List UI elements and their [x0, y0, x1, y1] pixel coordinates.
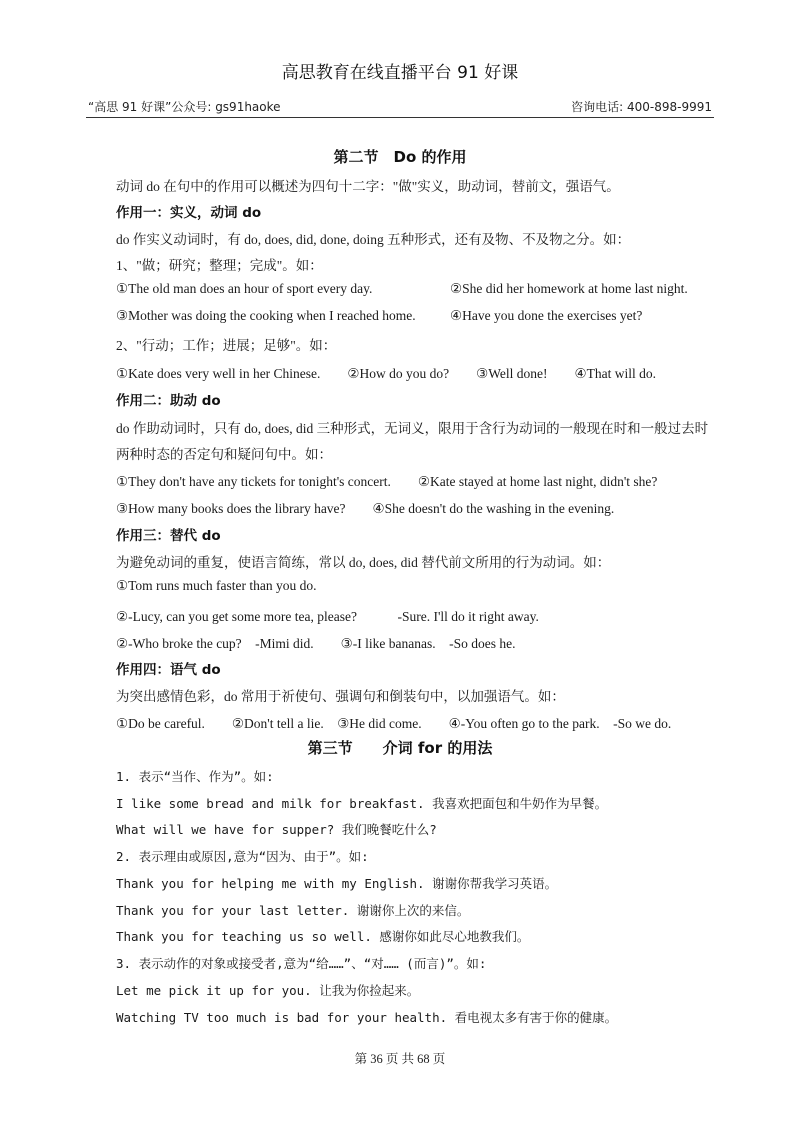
- use3-ex2: ②-Lucy, can you get some more tea, please? -Sure. I'll do it right away.: [116, 609, 539, 624]
- section2-title: 第二节 Do 的作用: [333, 148, 467, 166]
- use2-ex2: ③How many books does the library have? ④She doesn't do the washing in the evening.: [116, 501, 615, 516]
- use2-ex1: ①They don't have any tickets for tonight's concert. ②Kate stayed at home last night, didn't she?: [116, 474, 658, 489]
- use4-ex1: ①Do be careful. ②Don't tell a lie. ③He did come. ④-You often go to the park. -So we do.: [116, 716, 672, 731]
- section3-p2b: Thank you for your last letter. 谢谢你上次的来信。: [116, 903, 470, 918]
- use4-desc: 为突出感情色彩，do 常用于祈使句、强调句和倒装句中，以加强语气。如：: [116, 689, 565, 704]
- page-number: 第 36 页 共 68 页: [354, 1052, 446, 1066]
- section3-p2a: Thank you for helping me with my English. 谢谢你帮我学习英语。: [116, 876, 558, 891]
- use1-sub1: 1、"做；研究；整理；完成"。如：: [116, 258, 323, 273]
- header-divider: [86, 117, 714, 118]
- use1-desc: do 作实义动词时，有 do, does, did, done, doing 五种形式，还有及物、不及物之分。如：: [116, 232, 631, 247]
- use1-ex1a: ①The old man does an hour of sport every day.: [116, 281, 373, 296]
- use1-ex1b: ②She did her homework at home last night.: [450, 281, 688, 296]
- section3-p2: 2. 表示理由或原因,意为“因为、由于”。如:: [116, 849, 369, 864]
- use1-ex2: ①Kate does very well in her Chinese. ②How do you do? ③Well done! ④That will do.: [116, 366, 656, 381]
- section3-p1: 1. 表示“当作、作为”。如:: [116, 769, 274, 784]
- use3-desc: 为避免动词的重复，使语言简练，常以 do, does, did 替代前文所用的行为动词。如：: [116, 555, 611, 570]
- section3-p3b: Watching TV too much is bad for your health. 看电视太多有害于你的健康。: [116, 1010, 618, 1025]
- section3-p1b: What will we have for supper? 我们晚餐吃什么?: [116, 822, 437, 837]
- section2-intro: 动词 do 在句中的作用可以概述为四句十二字："做"实义，助动词，替前文，强语气。: [116, 179, 620, 194]
- use1-sub2: 2、"行动；工作；进展；足够"。如：: [116, 338, 337, 353]
- use2-heading: 作用二：助动 do: [116, 393, 221, 409]
- section3-p1a: I like some bread and milk for breakfast. 我喜欢把面包和牛奶作为早餐。: [116, 796, 608, 811]
- use3-heading: 作用三：替代 do: [116, 528, 221, 544]
- section3-p2c: Thank you for teaching us so well. 感谢你如此尽心地教我们。: [116, 929, 530, 944]
- use3-ex1: ①Tom runs much faster than you do.: [116, 578, 317, 593]
- section3-p3a: Let me pick it up for you. 让我为你捡起来。: [116, 983, 420, 998]
- use1-heading: 作用一：实义，动词 do: [116, 205, 262, 221]
- header-phone: 咨询电话: 400-898-9991: [571, 100, 712, 114]
- section3-p3: 3. 表示动作的对象或接受者,意为“给……”、“对…… (而言)”。如:: [116, 956, 487, 971]
- header-wechat: “高思 91 好课”公众号: gs91haoke: [88, 100, 281, 114]
- section3-title: 第三节 介词 for 的用法: [307, 739, 493, 757]
- use1-ex1d: ④Have you done the exercises yet?: [450, 308, 643, 323]
- header-title: 高思教育在线直播平台 91 好课: [281, 63, 519, 83]
- use2-desc: do 作助动词时，只有 do, does, did 三种形式，无词义，限用于含行为动词的一般现在时和一般过去时两种时态的否定句和疑问句中。如：: [116, 421, 709, 462]
- use3-ex3: ②-Who broke the cup? -Mimi did. ③-I like bananas. -So does he.: [116, 636, 516, 651]
- use1-ex1c: ③Mother was doing the cooking when I reached home.: [116, 308, 416, 323]
- use4-heading: 作用四：语气 do: [116, 662, 221, 678]
